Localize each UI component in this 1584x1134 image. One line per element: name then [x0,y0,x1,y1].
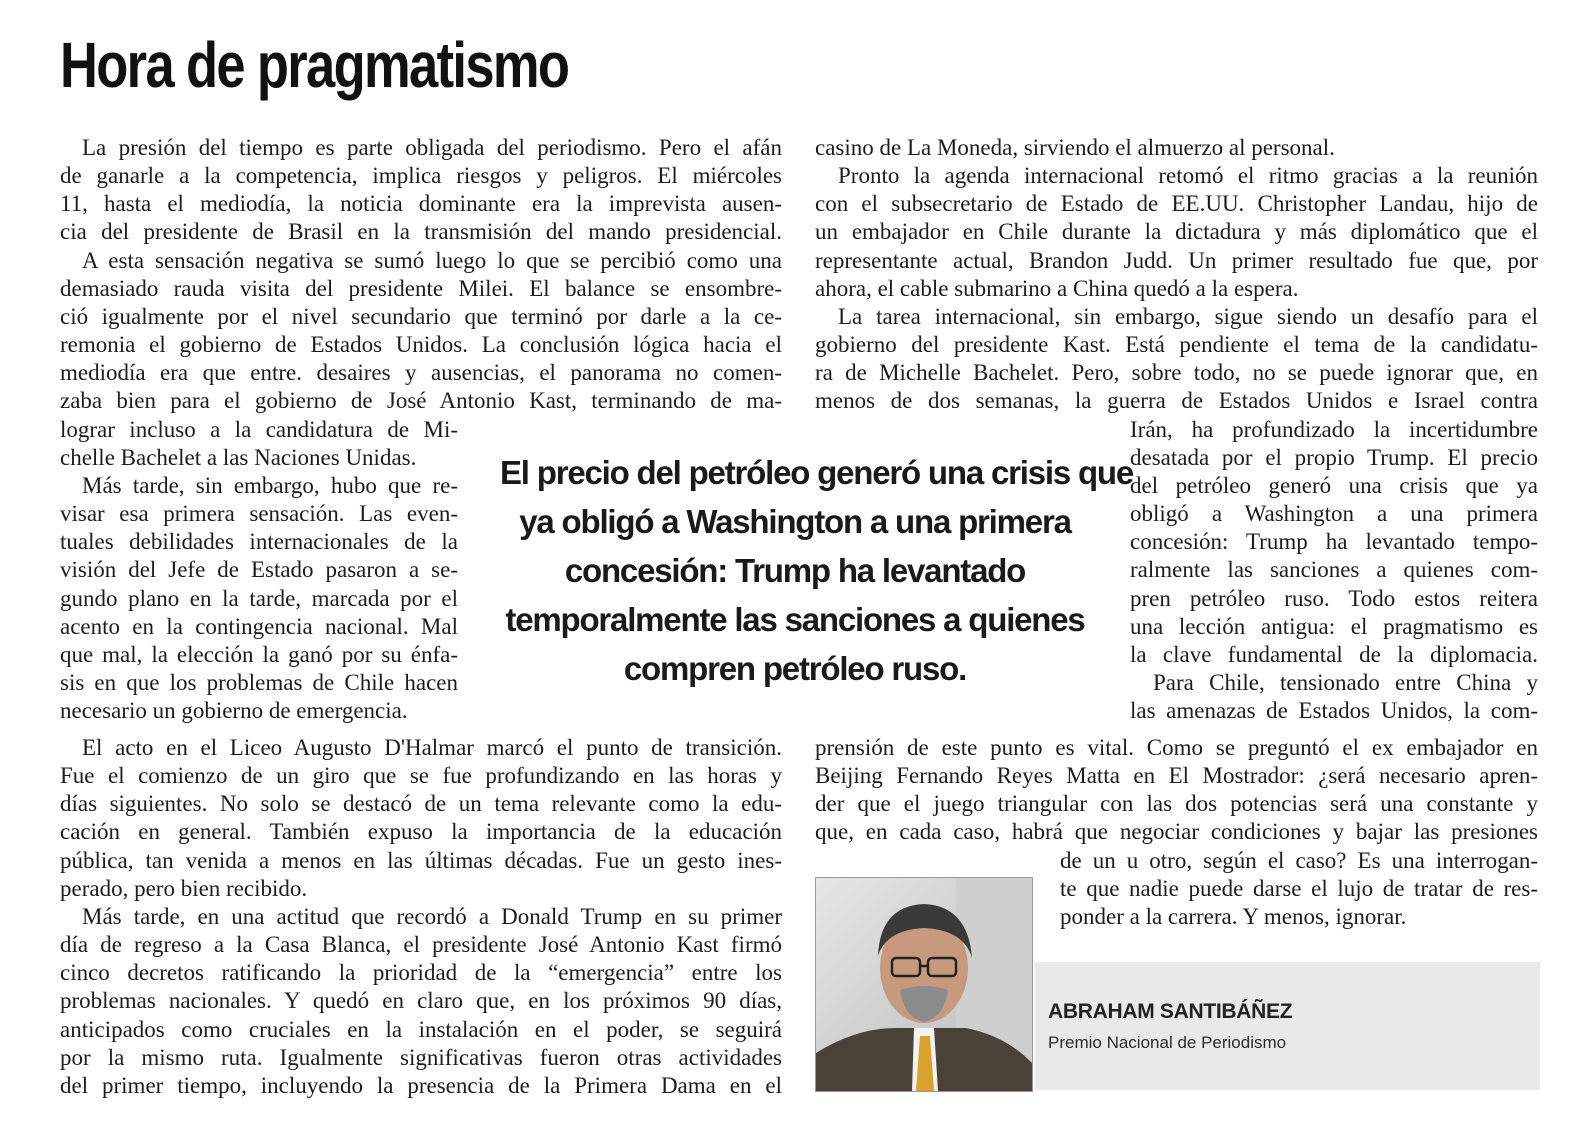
text-line: cia del presidente de Brasil en la transmisión del mando presidencial. [60,219,782,244]
pull-quote-line: ya obligó a Washington a una primera [519,503,1071,540]
text-line: que, en cada caso, habrá que negociar condiciones y bajar las presiones [815,819,1538,844]
text-line: visión del Jefe de Estado pasaron a se- [60,557,458,582]
text-line: acento en la contingencia nacional. Mal [60,614,458,639]
text-line: Más tarde, en una actitud que recordó a Donald Trump en su primer [82,904,782,929]
author-photo [815,877,1033,1092]
text-line: que mal, la elección la ganó por su énfa- [60,642,458,667]
text-line: prensión de este punto es vital. Como se preguntó el ex embajador en [815,735,1538,760]
text-line: una lección antigua: el pragmatismo es [1130,614,1538,639]
text-line: Fue el comienzo de un giro que se fue profundizando en las horas y [60,763,782,788]
text-line: día de regreso a la Casa Blanca, el presidente José Antonio Kast firmó [60,932,782,957]
text-line: El acto en el Liceo Augusto D'Halmar marcó el punto de transición. [82,735,782,760]
text-line: Más tarde, sin embargo, hubo que re- [82,473,458,498]
text-line: por la mismo ruta. Igualmente significativas fueron otras actividades [60,1045,782,1070]
text-line: de un u otro, según el caso? Es una interrogan- [1060,848,1538,873]
text-line: sis en que los problemas de Chile hacen [60,670,458,695]
text-line: ahora, el cable submarino a China quedó a la espera. [815,276,1299,301]
text-line: ra de Michelle Bachelet. Pero, sobre todo, no se puede ignorar que, en [815,360,1538,385]
text-line: pren petróleo ruso. Todo estos reitera [1130,586,1538,611]
text-line: menos de dos semanas, la guerra de Estados Unidos e Israel contra [815,388,1538,413]
text-line: La presión del tiempo es parte obligada del periodismo. Pero el afán [82,135,782,160]
pull-quote-line: El precio del petróleo generó una crisis que [500,454,1134,491]
text-line: las amenazas de Estados Unidos, la com- [1130,698,1538,723]
text-line: der que el juego triangular con las dos potencias será una constante y [815,791,1538,816]
text-line: A esta sensación negativa se sumó luego lo que se percibió como una [82,248,782,273]
text-line: de ganarle a la competencia, implica riesgos y peligros. El miércoles [60,163,782,188]
text-line: ralmente las sanciones a quienes com- [1130,557,1538,582]
text-line: gobierno del presidente Kast. Está pendiente el tema de la candidatu- [815,332,1538,357]
text-line: desatada por el propio Trump. El precio [1130,445,1538,470]
text-line: remonia el gobierno de Estados Unidos. La conclusión lógica hacia el [60,332,782,357]
text-line: Beijing Fernando Reyes Matta en El Mostrador: ¿será necesario apren- [815,763,1538,788]
text-line: demasiado rauda visita del presidente Milei. El balance se ensombre- [60,276,782,301]
text-line: casino de La Moneda, sirviendo el almuerzo al personal. [815,135,1335,160]
text-line: Irán, ha profundizado la incertidumbre [1130,417,1538,442]
text-line: ponder a la carrera. Y menos, ignorar. [1060,904,1407,929]
author-name: ABRAHAM SANTIBÁÑEZ [1048,1000,1293,1023]
text-line: gundo plano en la tarde, marcada por el [60,586,458,611]
text-line: tuales debilidades internacionales de la [60,529,458,554]
text-line: representante actual, Brandon Judd. Un primer resultado fue que, por [815,248,1538,273]
author-role: Premio Nacional de Periodismo [1048,1033,1287,1052]
text-line: obligó a Washington a una primera [1130,501,1538,526]
text-line: mediodía era que entre. desaires y ausencias, el panorama no comen- [60,360,782,385]
text-line: con el subsecretario de Estado de EE.UU. Christopher Landau, hijo de [815,191,1538,216]
text-line: Para Chile, tensionado entre China y [1153,670,1538,695]
text-line: La tarea internacional, sin embargo, sigue siendo un desafío para el [838,304,1538,329]
text-line: concesión: Trump ha levantado tempo- [1130,529,1538,554]
text-line: la clave fundamental de la diplomacia. [1130,642,1538,667]
pull-quote-line: concesión: Trump ha levantado [564,552,1026,589]
text-line: del primer tiempo, incluyendo la presencia de la Primera Dama en el [60,1073,782,1098]
text-line: pública, tan venida a menos en las últimas décadas. Fue un gesto ines- [60,848,782,873]
text-line: te que nadie puede darse el lujo de tratar de res- [1060,876,1538,901]
author-box [1035,962,1540,1090]
text-line: cinco decretos ratificando la prioridad de la “emergencia” entre los [60,960,782,985]
text-line: días siguientes. No solo se destacó de un tema relevante como la edu- [60,791,782,816]
text-line: perado, pero bien recibido. [60,876,308,901]
text-line: ció igualmente por el nivel secundario que terminó por darle a la ce- [60,304,782,329]
text-line: Pronto la agenda internacional retomó el ritmo gracias a la reunión [838,163,1538,188]
text-line: cación en general. También expuso la importancia de la educación [60,819,782,844]
pull-quote [500,448,1134,693]
text-line: visar esa primera sensación. Las even- [60,501,458,526]
text-line: problemas nacionales. Y quedó en claro que, en los próximos 90 días, [60,988,782,1013]
text-line: lograr incluso a la candidatura de Mi- [60,417,458,442]
pull-quote-line: compren petróleo ruso. [623,650,967,687]
text-line: zaba bien para el gobierno de José Antonio Kast, terminando de ma- [60,388,782,413]
text-line: anticipados como cruciales en la instalación en el poder, se seguirá [60,1017,782,1042]
pull-quote-line: temporalmente las sanciones a quienes [505,601,1085,638]
text-line: necesario un gobierno de emergencia. [60,698,408,723]
text-line: un embajador en Chile durante la dictadura y más diplomático que el [815,219,1538,244]
headline: Hora de pragmatismo [60,29,569,101]
text-line: chelle Bachelet a las Naciones Unidas. [60,445,417,470]
text-line: 11, hasta el mediodía, la noticia dominante era la imprevista ausen- [60,191,782,216]
text-line: del petróleo generó una crisis que ya [1130,473,1538,498]
